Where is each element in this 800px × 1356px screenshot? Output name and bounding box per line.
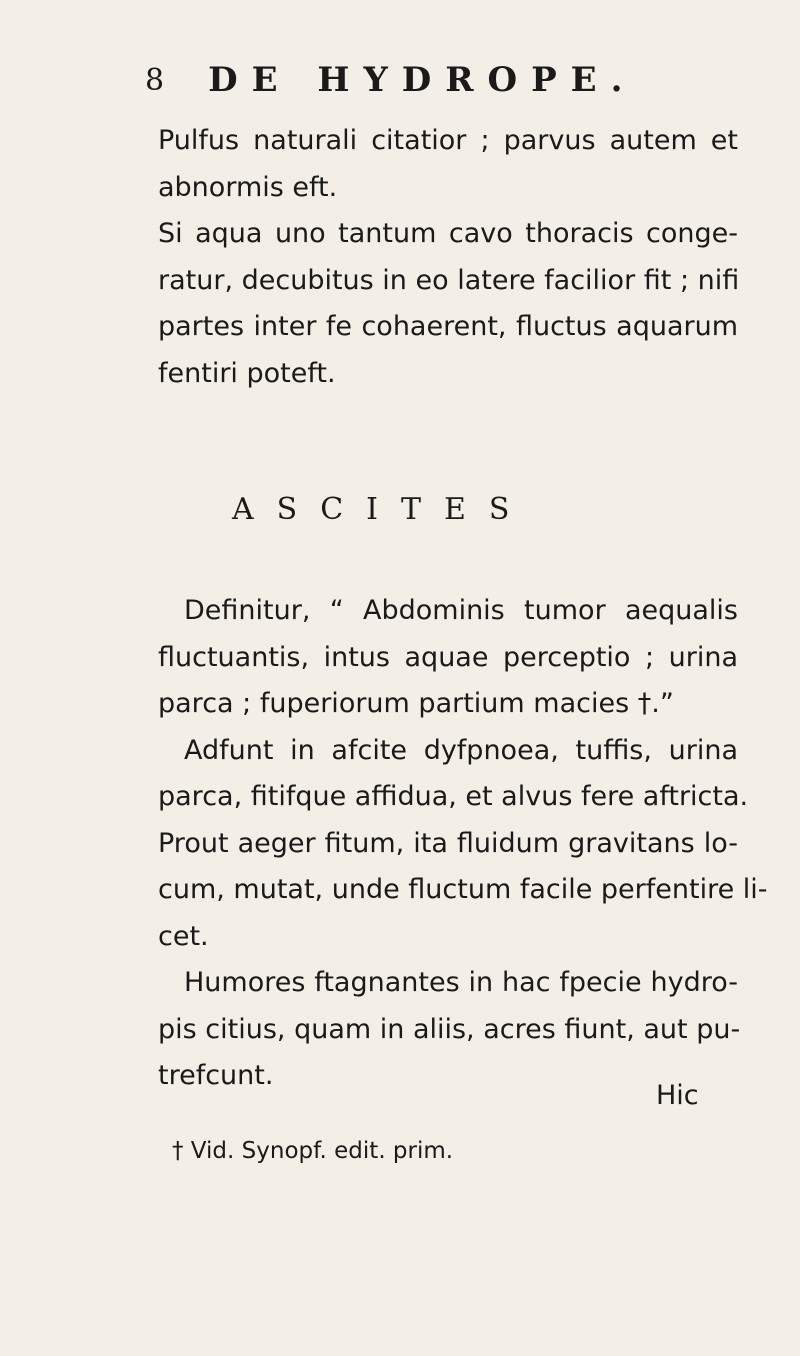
text-line: Humores ftagnantes in hac fpecie hydro- (184, 967, 738, 998)
text-line: trefcunt. (158, 1060, 274, 1091)
text-line: ratur, decubitus in eo latere facilior fit ; nifi (158, 264, 740, 296)
running-head: DE HYDROPE. (208, 60, 637, 100)
footnote: † Vid. Synopf. edit. prim. (172, 1138, 454, 1164)
text-line: parca ; fuperiorum partium macies †.” (158, 688, 674, 719)
text-line: fentiri poteft. (158, 357, 336, 389)
catchword: Hic (656, 1080, 699, 1111)
text-line: Definitur, “ Abdominis tumor aequalis (184, 595, 738, 626)
text-line: abnormis eft. (158, 171, 338, 203)
paragraph-ascites (158, 588, 768, 1100)
page-header (145, 60, 745, 100)
section-title: ASCITES (232, 492, 533, 527)
text-line: Pulfus naturali citatior ; parvus autem et (158, 125, 738, 156)
text-line: cet. (158, 920, 209, 952)
text-line: pis citius, quam in aliis, acres fiunt, aut pu- (158, 1013, 741, 1045)
text-line: Adfunt in afcite dyfpnoea, tuffis, urina (184, 734, 738, 766)
page-number: 8 (145, 62, 165, 98)
text-line: Si aqua uno tantum cavo thoracis conge- (158, 218, 738, 249)
text-line: fluctuantis, intus aquae perceptio ; urina (158, 641, 738, 673)
text-line: Prout aeger fitum, ita fluidum gravitans lo- (158, 827, 738, 859)
text-line: cum, mutat, unde fluctum facile perfentire li- (158, 874, 768, 905)
text-line: parca, fitifque affidua, et alvus fere aftricta. (158, 781, 749, 812)
text-line: partes inter fe cohaerent, fluctus aquarum (158, 311, 738, 342)
paragraph-thorax (158, 118, 738, 397)
